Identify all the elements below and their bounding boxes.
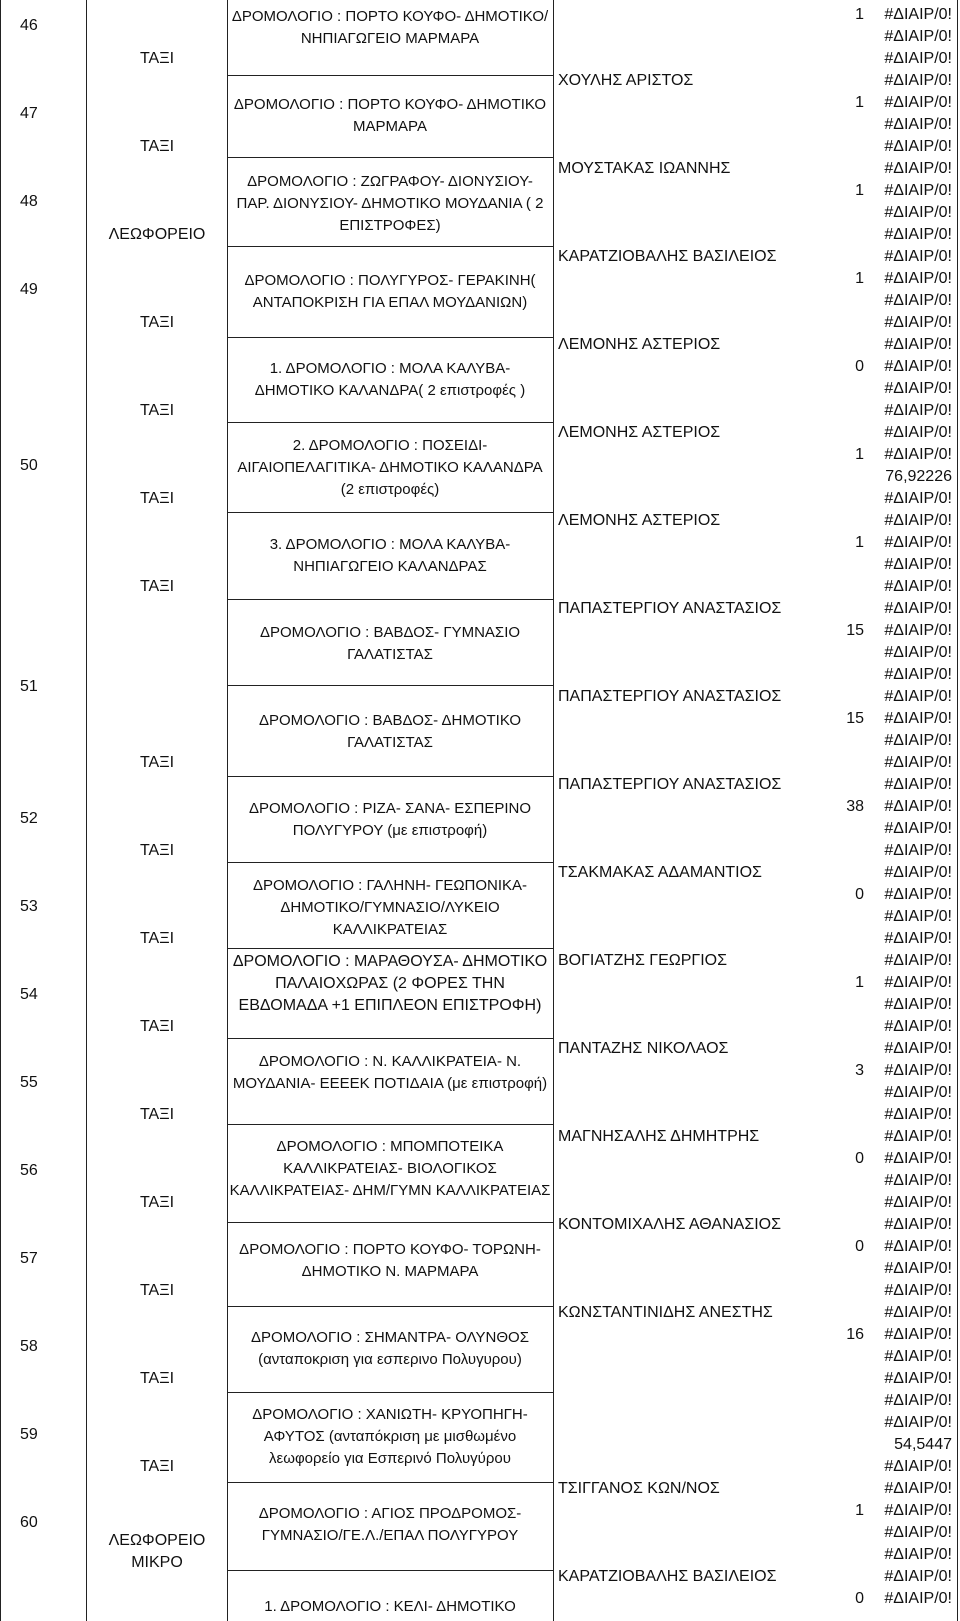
driver-name: ΠΑΠΑΣΤΕΡΓΙΟΥ ΑΝΑΣΤΑΣΙΟΣ	[558, 600, 782, 617]
result-error-cell: #ΔΙΑΙΡ/0!	[884, 1414, 952, 1431]
result-error-cell: #ΔΙΑΙΡ/0!	[884, 820, 952, 837]
quantity-value: 0	[855, 886, 864, 903]
driver-name: ΚΩΝΣΤΑΝΤΙΝΙΔΗΣ ΑΝΕΣΤΗΣ	[558, 1304, 773, 1321]
vehicle-type: ΛΕΩΦΟΡΕΙΟ	[108, 226, 206, 243]
result-error-cell: #ΔΙΑΙΡ/0!	[884, 72, 952, 89]
result-error-cell: #ΔΙΑΙΡ/0!	[884, 1524, 952, 1541]
result-error-cell: #ΔΙΑΙΡ/0!	[884, 446, 952, 463]
route-separator	[227, 599, 553, 600]
quantity-value: 0	[855, 1238, 864, 1255]
result-error-cell: #ΔΙΑΙΡ/0!	[884, 952, 952, 969]
result-error-cell: #ΔΙΑΙΡ/0!	[884, 886, 952, 903]
row-number: 56	[20, 1162, 38, 1179]
driver-name: ΚΑΡΑΤΖΙΟΒΑΛΗΣ ΒΑΣΙΛΕΙΟΣ	[558, 1568, 777, 1585]
driver-name: ΚΟΝΤΟΜΙΧΑΛΗΣ ΑΘΑΝΑΣΙΟΣ	[558, 1216, 781, 1233]
route-description: ΔΡΟΜΟΛΟΓΙΟ : ΧΑΝΙΩΤΗ- ΚΡΥΟΠΗΓΗ- ΑΦΥΤΟΣ (ανταπόκριση με μισθωμένο λεωφορείο για Εσπερινό Πολυγύρου	[252, 1406, 528, 1467]
row-number: 47	[20, 105, 38, 122]
vehicle-type: ΤΑΞΙ	[139, 138, 175, 155]
quantity-value: 1	[855, 1502, 864, 1519]
quantity-value: 15	[846, 622, 864, 639]
quantity-value: 0	[855, 1590, 864, 1607]
result-error-cell: #ΔΙΑΙΡ/0!	[884, 50, 952, 67]
vehicle-type: ΤΑΞΙ	[139, 50, 175, 67]
quantity-value: 1	[855, 182, 864, 199]
result-error-cell: #ΔΙΑΙΡ/0!	[884, 94, 952, 111]
result-error-cell: #ΔΙΑΙΡ/0!	[884, 534, 952, 551]
vehicle-type: ΛΕΩΦΟΡΕΙΟ ΜΙΚΡΟ	[108, 1532, 206, 1571]
route-separator	[227, 1482, 553, 1483]
result-error-cell: #ΔΙΑΙΡ/0!	[884, 6, 952, 23]
route-separator	[227, 1124, 553, 1125]
row-number: 51	[20, 678, 38, 695]
route-description: ΔΡΟΜΟΛΟΓΙΟ : ΠΟΡΤΟ ΚΟΥΦΟ- ΔΗΜΟΤΙΚΟ ΜΑΡΜΑΡΑ	[233, 96, 547, 135]
route-description: ΔΡΟΜΟΛΟΓΙΟ : ΖΩΓΡΑΦΟΥ- ΔΙΟΝΥΣΙΟΥ- ΠΑΡ. ΔΙΟΝΥΣΙΟΥ- ΔΗΜΟΤΙΚΟ ΜΟΥΔΑΝΙΑ ( 2 ΕΠΙΣΤΡΟΦΕΣ)	[236, 173, 544, 234]
result-error-cell: #ΔΙΑΙΡ/0!	[884, 512, 952, 529]
result-error-cell: #ΔΙΑΙΡ/0!	[884, 490, 952, 507]
route-separator	[227, 685, 553, 686]
result-error-cell: #ΔΙΑΙΡ/0!	[884, 644, 952, 661]
driver-name: ΧΟΥΛΗΣ ΑΡΙΣΤΟΣ	[558, 72, 694, 89]
quantity-value: 0	[855, 358, 864, 375]
route-separator	[227, 337, 553, 338]
vehicle-type: ΤΑΞΙ	[139, 842, 175, 859]
result-error-cell: #ΔΙΑΙΡ/0!	[884, 996, 952, 1013]
result-error-cell: #ΔΙΑΙΡ/0!	[884, 1040, 952, 1057]
result-number: 54,5447	[894, 1436, 952, 1453]
result-error-cell: #ΔΙΑΙΡ/0!	[884, 380, 952, 397]
result-error-cell: #ΔΙΑΙΡ/0!	[884, 314, 952, 331]
route-description: 2. ΔΡΟΜΟΛΟΓΙΟ : ΠΟΣΕΙΔΙ- ΑΙΓΑΙΟΠΕΛΑΓΙΤΙΚΑ- ΔΗΜΟΤΙΚΟ ΚΑΛΑΝΔΡΑ (2 επιστροφές)	[237, 437, 543, 498]
route-separator	[227, 512, 553, 513]
row-number: 54	[20, 986, 38, 1003]
grid-line	[227, 0, 228, 1621]
route-separator	[227, 776, 553, 777]
result-error-cell: #ΔΙΑΙΡ/0!	[884, 1568, 952, 1585]
quantity-value: 1	[855, 446, 864, 463]
result-error-cell: #ΔΙΑΙΡ/0!	[884, 1392, 952, 1409]
result-error-cell: #ΔΙΑΙΡ/0!	[884, 622, 952, 639]
result-error-cell: #ΔΙΑΙΡ/0!	[884, 1260, 952, 1277]
result-error-cell: #ΔΙΑΙΡ/0!	[884, 556, 952, 573]
row-number: 53	[20, 898, 38, 915]
vehicle-type: ΤΑΞΙ	[139, 314, 175, 331]
result-error-cell: #ΔΙΑΙΡ/0!	[884, 182, 952, 199]
result-error-cell: #ΔΙΑΙΡ/0!	[884, 1084, 952, 1101]
route-separator	[227, 862, 553, 863]
route-description: ΔΡΟΜΟΛΟΓΙΟ : ΜΑΡΑΘΟΥΣΑ- ΔΗΜΟΤΙΚΟ ΠΑΛΑΙΟΧΩΡΑΣ (2 ΦΟΡΕΣ ΤΗΝ ΕΒΔΟΜΑΔΑ +1 ΕΠΙΠΛΕΟΝ ΕΠΙΣΤΡΟΦΗ)	[232, 953, 548, 1014]
route-separator	[227, 1392, 553, 1393]
result-error-cell: #ΔΙΑΙΡ/0!	[884, 974, 952, 991]
driver-name: ΠΑΝΤΑΖΗΣ ΝΙΚΟΛΑΟΣ	[558, 1040, 729, 1057]
result-error-cell: #ΔΙΑΙΡ/0!	[884, 1480, 952, 1497]
row-number: 59	[20, 1426, 38, 1443]
row-number: 48	[20, 193, 38, 210]
vehicle-type: ΤΑΞΙ	[139, 930, 175, 947]
route-separator	[227, 422, 553, 423]
result-error-cell: #ΔΙΑΙΡ/0!	[884, 1590, 952, 1607]
grid-line	[553, 0, 554, 1621]
result-error-cell: #ΔΙΑΙΡ/0!	[884, 1502, 952, 1519]
result-error-cell: #ΔΙΑΙΡ/0!	[884, 28, 952, 45]
driver-name: ΤΣΑΚΜΑΚΑΣ ΑΔΑΜΑΝΤΙΟΣ	[558, 864, 762, 881]
result-error-cell: #ΔΙΑΙΡ/0!	[884, 1238, 952, 1255]
result-error-cell: #ΔΙΑΙΡ/0!	[884, 336, 952, 353]
driver-name: ΜΟΥΣΤΑΚΑΣ ΙΩΑΝΝΗΣ	[558, 160, 731, 177]
quantity-value: 38	[846, 798, 864, 815]
result-error-cell: #ΔΙΑΙΡ/0!	[884, 1128, 952, 1145]
row-number: 50	[20, 457, 38, 474]
row-number: 52	[20, 810, 38, 827]
grid-line	[957, 0, 958, 1621]
route-separator	[227, 246, 553, 247]
result-error-cell: #ΔΙΑΙΡ/0!	[884, 1018, 952, 1035]
result-error-cell: #ΔΙΑΙΡ/0!	[884, 578, 952, 595]
result-error-cell: #ΔΙΑΙΡ/0!	[884, 1348, 952, 1365]
route-separator	[227, 948, 553, 949]
row-number: 46	[20, 17, 38, 34]
result-error-cell: #ΔΙΑΙΡ/0!	[884, 292, 952, 309]
result-error-cell: #ΔΙΑΙΡ/0!	[884, 1326, 952, 1343]
result-error-cell: #ΔΙΑΙΡ/0!	[884, 1194, 952, 1211]
result-error-cell: #ΔΙΑΙΡ/0!	[884, 798, 952, 815]
vehicle-type: ΤΑΞΙ	[139, 1018, 175, 1035]
route-description: ΔΡΟΜΟΛΟΓΙΟ : ΣΗΜΑΝΤΡΑ- ΟΛΥΝΘΟΣ (ανταποκριση για εσπερινο Πολυγυρου)	[251, 1329, 529, 1368]
result-error-cell: #ΔΙΑΙΡ/0!	[884, 1304, 952, 1321]
route-description: 3. ΔΡΟΜΟΛΟΓΙΟ : ΜΟΛΑ ΚΑΛΥΒΑ- ΝΗΠΙΑΓΩΓΕΙΟ ΚΑΛΑΝΔΡΑΣ	[269, 536, 511, 575]
result-number: 76,92226	[885, 468, 952, 485]
quantity-value: 3	[855, 1062, 864, 1079]
driver-name: ΤΣΙΓΓΑΝΟΣ ΚΩΝ/ΝΟΣ	[558, 1480, 720, 1497]
quantity-value: 16	[846, 1326, 864, 1343]
result-error-cell: #ΔΙΑΙΡ/0!	[884, 1546, 952, 1563]
route-separator	[227, 1222, 553, 1223]
result-error-cell: #ΔΙΑΙΡ/0!	[884, 138, 952, 155]
result-error-cell: #ΔΙΑΙΡ/0!	[884, 226, 952, 243]
vehicle-type: ΤΑΞΙ	[139, 402, 175, 419]
driver-name: ΒΟΓΙΑΤΖΗΣ ΓΕΩΡΓΙΟΣ	[558, 952, 728, 969]
route-description: ΔΡΟΜΟΛΟΓΙΟ : ΒΑΒΔΟΣ- ΔΗΜΟΤΙΚΟ ΓΑΛΑΤΙΣΤΑΣ	[258, 712, 522, 751]
route-description: ΔΡΟΜΟΛΟΓΙΟ : ΒΑΒΔΟΣ- ΓΥΜΝΑΣΙΟ ΓΑΛΑΤΙΣΤΑΣ	[259, 624, 521, 663]
result-error-cell: #ΔΙΑΙΡ/0!	[884, 1216, 952, 1233]
row-number: 58	[20, 1338, 38, 1355]
result-error-cell: #ΔΙΑΙΡ/0!	[884, 1282, 952, 1299]
result-error-cell: #ΔΙΑΙΡ/0!	[884, 424, 952, 441]
result-error-cell: #ΔΙΑΙΡ/0!	[884, 116, 952, 133]
vehicle-type: ΤΑΞΙ	[139, 1194, 175, 1211]
result-error-cell: #ΔΙΑΙΡ/0!	[884, 842, 952, 859]
result-error-cell: #ΔΙΑΙΡ/0!	[884, 600, 952, 617]
result-error-cell: #ΔΙΑΙΡ/0!	[884, 710, 952, 727]
driver-name: ΚΑΡΑΤΖΙΟΒΑΛΗΣ ΒΑΣΙΛΕΙΟΣ	[558, 248, 777, 265]
route-description: ΔΡΟΜΟΛΟΓΙΟ : ΠΟΡΤΟ ΚΟΥΦΟ- ΔΗΜΟΤΙΚΟ/ΝΗΠΙΑΓΩΓΕΙΟ ΜΑΡΜΑΡΑ	[231, 8, 549, 47]
route-description: ΔΡΟΜΟΛΟΓΙΟ : Ν. ΚΑΛΛΙΚΡΑΤΕΙΑ- Ν. ΜΟΥΔΑΝΙΑ- ΕΕΕΕΚ ΠΟΤΙΔΑΙΑ (με επιστροφή)	[232, 1053, 548, 1092]
route-description: ΔΡΟΜΟΛΟΓΙΟ : ΡΙΖΑ- ΣΑΝΑ- ΕΣΠΕΡΙΝΟ ΠΟΛΥΓΥΡΟΥ (με επιστροφή)	[248, 800, 532, 839]
vehicle-type: ΤΑΞΙ	[139, 754, 175, 771]
quantity-value: 1	[855, 974, 864, 991]
result-error-cell: #ΔΙΑΙΡ/0!	[884, 864, 952, 881]
result-error-cell: #ΔΙΑΙΡ/0!	[884, 402, 952, 419]
vehicle-type: ΤΑΞΙ	[139, 1458, 175, 1475]
result-error-cell: #ΔΙΑΙΡ/0!	[884, 1150, 952, 1167]
row-number: 57	[20, 1250, 38, 1267]
driver-name: ΠΑΠΑΣΤΕΡΓΙΟΥ ΑΝΑΣΤΑΣΙΟΣ	[558, 776, 782, 793]
route-description: 1. ΔΡΟΜΟΛΟΓΙΟ : ΚΕΛΙ- ΔΗΜΟΤΙΚΟ	[264, 1598, 516, 1615]
route-description: ΔΡΟΜΟΛΟΓΙΟ : ΓΑΛΗΝΗ- ΓΕΩΠΟΝΙΚΑ- ΔΗΜΟΤΙΚΟ/ΓΥΜΝΑΣΙΟ/ΛΥΚΕΙΟ ΚΑΛΛΙΚΡΑΤΕΙΑΣ	[252, 877, 528, 938]
row-number: 60	[20, 1514, 38, 1531]
result-error-cell: #ΔΙΑΙΡ/0!	[884, 666, 952, 683]
result-error-cell: #ΔΙΑΙΡ/0!	[884, 248, 952, 265]
result-error-cell: #ΔΙΑΙΡ/0!	[884, 930, 952, 947]
quantity-value: 0	[855, 1150, 864, 1167]
route-description: ΔΡΟΜΟΛΟΓΙΟ : ΠΟΛΥΓΥΡΟΣ- ΓΕΡΑΚΙΝΗ( ΑΝΤΑΠΟΚΡΙΣΗ ΓΙΑ ΕΠΑΛ ΜΟΥΔΑΝΙΩΝ)	[244, 272, 536, 311]
vehicle-type: ΤΑΞΙ	[139, 578, 175, 595]
row-number: 55	[20, 1074, 38, 1091]
driver-name: ΛΕΜΟΝΗΣ ΑΣΤΕΡΙΟΣ	[558, 424, 721, 441]
route-separator	[227, 1306, 553, 1307]
driver-name: ΠΑΠΑΣΤΕΡΓΙΟΥ ΑΝΑΣΤΑΣΙΟΣ	[558, 688, 782, 705]
result-error-cell: #ΔΙΑΙΡ/0!	[884, 776, 952, 793]
route-separator	[227, 1570, 553, 1571]
result-error-cell: #ΔΙΑΙΡ/0!	[884, 732, 952, 749]
result-error-cell: #ΔΙΑΙΡ/0!	[884, 754, 952, 771]
route-description: ΔΡΟΜΟΛΟΓΙΟ : ΜΠΟΜΠΟΤΕΙΚΑ ΚΑΛΛΙΚΡΑΤΕΙΑΣ- ΒΙΟΛΟΓΙΚΟΣ ΚΑΛΛΙΚΡΑΤΕΙΑΣ- ΔΗΜ/ΓΥΜΝ ΚΑΛΛΙΚΡΑΤΕΙΑΣ	[229, 1138, 551, 1199]
result-error-cell: #ΔΙΑΙΡ/0!	[884, 1062, 952, 1079]
result-error-cell: #ΔΙΑΙΡ/0!	[884, 1370, 952, 1387]
vehicle-type: ΤΑΞΙ	[139, 1370, 175, 1387]
result-error-cell: #ΔΙΑΙΡ/0!	[884, 1458, 952, 1475]
route-separator	[227, 75, 553, 76]
vehicle-type: ΤΑΞΙ	[139, 1106, 175, 1123]
quantity-value: 1	[855, 94, 864, 111]
vehicle-type: ΤΑΞΙ	[139, 490, 175, 507]
route-description: ΔΡΟΜΟΛΟΓΙΟ : ΠΟΡΤΟ ΚΟΥΦΟ- ΤΟΡΩΝΗ- ΔΗΜΟΤΙΚΟ Ν. ΜΑΡΜΑΡΑ	[239, 1241, 541, 1280]
vehicle-type: ΤΑΞΙ	[139, 1282, 175, 1299]
row-number: 49	[20, 281, 38, 298]
result-error-cell: #ΔΙΑΙΡ/0!	[884, 908, 952, 925]
result-error-cell: #ΔΙΑΙΡ/0!	[884, 688, 952, 705]
grid-line	[86, 0, 87, 1621]
quantity-value: 15	[846, 710, 864, 727]
grid-line	[0, 0, 1, 1621]
route-separator	[227, 157, 553, 158]
driver-name: ΛΕΜΟΝΗΣ ΑΣΤΕΡΙΟΣ	[558, 336, 721, 353]
route-description: ΔΡΟΜΟΛΟΓΙΟ : ΑΓΙΟΣ ΠΡΟΔΡΟΜΟΣ- ΓΥΜΝΑΣΙΟ/ΓΕ.Λ./ΕΠΑΛ ΠΟΛΥΓΥΡΟΥ	[258, 1505, 522, 1544]
driver-name: ΛΕΜΟΝΗΣ ΑΣΤΕΡΙΟΣ	[558, 512, 721, 529]
quantity-value: 1	[855, 270, 864, 287]
route-separator	[227, 1038, 553, 1039]
route-description: 1. ΔΡΟΜΟΛΟΓΙΟ : ΜΟΛΑ ΚΑΛΥΒΑ- ΔΗΜΟΤΙΚΟ ΚΑΛΑΝΔΡΑ( 2 επιστροφές )	[254, 360, 526, 399]
result-error-cell: #ΔΙΑΙΡ/0!	[884, 204, 952, 221]
result-error-cell: #ΔΙΑΙΡ/0!	[884, 270, 952, 287]
quantity-value: 1	[855, 6, 864, 23]
result-error-cell: #ΔΙΑΙΡ/0!	[884, 1172, 952, 1189]
result-error-cell: #ΔΙΑΙΡ/0!	[884, 358, 952, 375]
result-error-cell: #ΔΙΑΙΡ/0!	[884, 160, 952, 177]
result-error-cell: #ΔΙΑΙΡ/0!	[884, 1106, 952, 1123]
driver-name: ΜΑΓΝΗΣΑΛΗΣ ΔΗΜΗΤΡΗΣ	[558, 1128, 760, 1145]
quantity-value: 1	[855, 534, 864, 551]
